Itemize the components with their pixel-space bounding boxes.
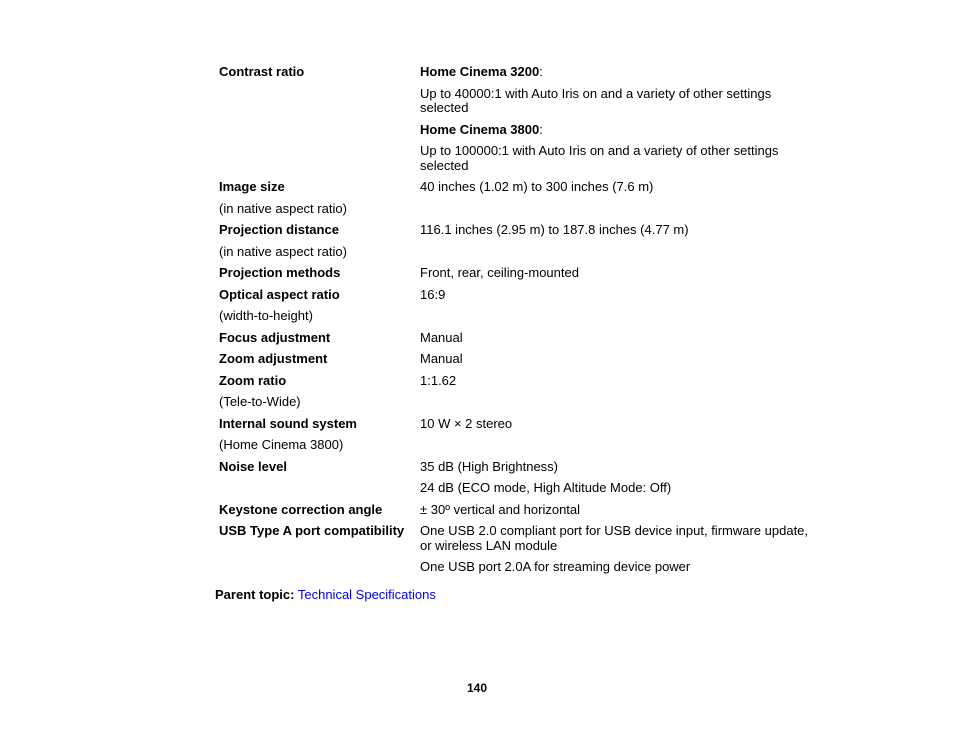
spec-value (420, 87, 819, 116)
spec-label-cell (219, 503, 420, 518)
spec-label-cell (219, 223, 420, 259)
spec-row (219, 503, 819, 518)
spec-value-cell (420, 180, 819, 216)
spec-value-cell (420, 223, 819, 259)
spec-value-cell (420, 331, 819, 346)
spec-label: Projection distance (219, 222, 339, 237)
spec-sublabel: (width-to-height) (219, 308, 313, 323)
spec-value (420, 503, 819, 518)
spec-label: Contrast ratio (219, 64, 305, 79)
spec-value-cell (420, 266, 819, 281)
spec-value-text: 35 dB (High Brightness) (420, 458, 559, 474)
spec-value (420, 223, 819, 238)
spec-value-cell (420, 460, 819, 496)
spec-row (219, 266, 819, 281)
spec-label: Zoom adjustment (219, 351, 328, 366)
spec-sublabel: (Tele-to-Wide) (219, 394, 301, 409)
spec-label: Internal sound system (219, 415, 357, 431)
spec-value-cell (420, 288, 819, 324)
spec-value-cell (420, 352, 819, 367)
model-name: Home Cinema 3800 (420, 121, 540, 137)
spec-value (420, 481, 819, 496)
spec-value (420, 180, 819, 195)
spec-value (420, 352, 819, 367)
spec-value (420, 123, 819, 138)
spec-label: Focus adjustment (219, 329, 331, 345)
spec-label: USB Type A port compatibility (219, 523, 405, 538)
spec-label-cell (219, 288, 420, 324)
spec-value-cell (420, 374, 819, 410)
model-name: Home Cinema 3200 (420, 64, 540, 79)
spec-value (420, 288, 819, 303)
spec-value-text: Up to 100000:1 with Auto Iris on and a variety of other settings selected (420, 143, 779, 173)
spec-label-cell (219, 524, 420, 575)
spec-sublabel: (in native aspect ratio) (219, 200, 347, 216)
spec-row (219, 524, 819, 575)
spec-value-text: : (539, 64, 543, 79)
spec-value-cell (420, 417, 819, 453)
spec-value-cell (420, 65, 819, 173)
spec-value-text: 1:1.62 (420, 372, 457, 388)
spec-value (420, 144, 819, 173)
spec-value (420, 460, 819, 475)
spec-value-text: ± 30º vertical and horizontal (420, 501, 581, 517)
spec-row (219, 331, 819, 346)
spec-value-text: : (539, 121, 543, 137)
spec-value-text: Manual (420, 329, 463, 345)
spec-label: Keystone correction angle (219, 501, 383, 517)
spec-label: Image size (219, 179, 285, 194)
parent-topic (215, 588, 436, 603)
spec-value-text: 116.1 inches (2.95 m) to 187.8 inches (4.77 m) (420, 222, 689, 237)
spec-label: Noise level (219, 458, 287, 474)
spec-value (420, 374, 819, 389)
spec-value-cell (420, 524, 819, 575)
spec-label-cell (219, 417, 420, 453)
spec-row (219, 180, 819, 216)
spec-label-cell (219, 65, 420, 173)
spec-label-cell (219, 460, 420, 496)
spec-value (420, 266, 819, 281)
spec-value-text: Up to 40000:1 with Auto Iris on and a variety of other settings selected (420, 85, 772, 115)
spec-value-text: Front, rear, ceiling-mounted (420, 265, 579, 280)
spec-row (219, 352, 819, 367)
spec-row (219, 223, 819, 259)
spec-row (219, 460, 819, 496)
spec-row (219, 417, 819, 453)
spec-value-text: 16:9 (420, 286, 446, 302)
spec-value (420, 560, 819, 575)
spec-value-text: Manual (420, 351, 463, 366)
spec-label-cell (219, 331, 420, 346)
spec-row (219, 288, 819, 324)
spec-table (219, 65, 819, 582)
spec-label: Zoom ratio (219, 372, 287, 388)
spec-value (420, 331, 819, 346)
spec-sublabel: (Home Cinema 3800) (219, 437, 344, 452)
technical-specifications-link[interactable]: Technical Specifications (297, 587, 436, 602)
spec-value-text: One USB port 2.0A for streaming device power (420, 559, 691, 574)
spec-value-cell (420, 503, 819, 518)
spec-value (420, 65, 819, 80)
parent-topic-label: Parent topic: (215, 587, 295, 602)
spec-label-cell (219, 180, 420, 216)
spec-label: Optical aspect ratio (219, 286, 340, 302)
spec-label-cell (219, 374, 420, 410)
spec-label-cell (219, 266, 420, 281)
spec-label-cell (219, 352, 420, 367)
spec-value-text: 24 dB (ECO mode, High Altitude Mode: Off) (420, 480, 672, 495)
spec-value (420, 417, 819, 432)
spec-value-text: 10 W × 2 stereo (420, 415, 513, 431)
spec-value-text: One USB 2.0 compliant port for USB device input, firmware update, or wireless LAN module (420, 523, 809, 553)
spec-value (420, 524, 819, 553)
spec-row (219, 374, 819, 410)
spec-value-text: 40 inches (1.02 m) to 300 inches (7.6 m) (420, 179, 654, 194)
spec-label: Projection methods (219, 265, 341, 280)
spec-sublabel: (in native aspect ratio) (219, 243, 347, 259)
spec-row (219, 65, 819, 173)
page-number: 140 (466, 681, 488, 695)
